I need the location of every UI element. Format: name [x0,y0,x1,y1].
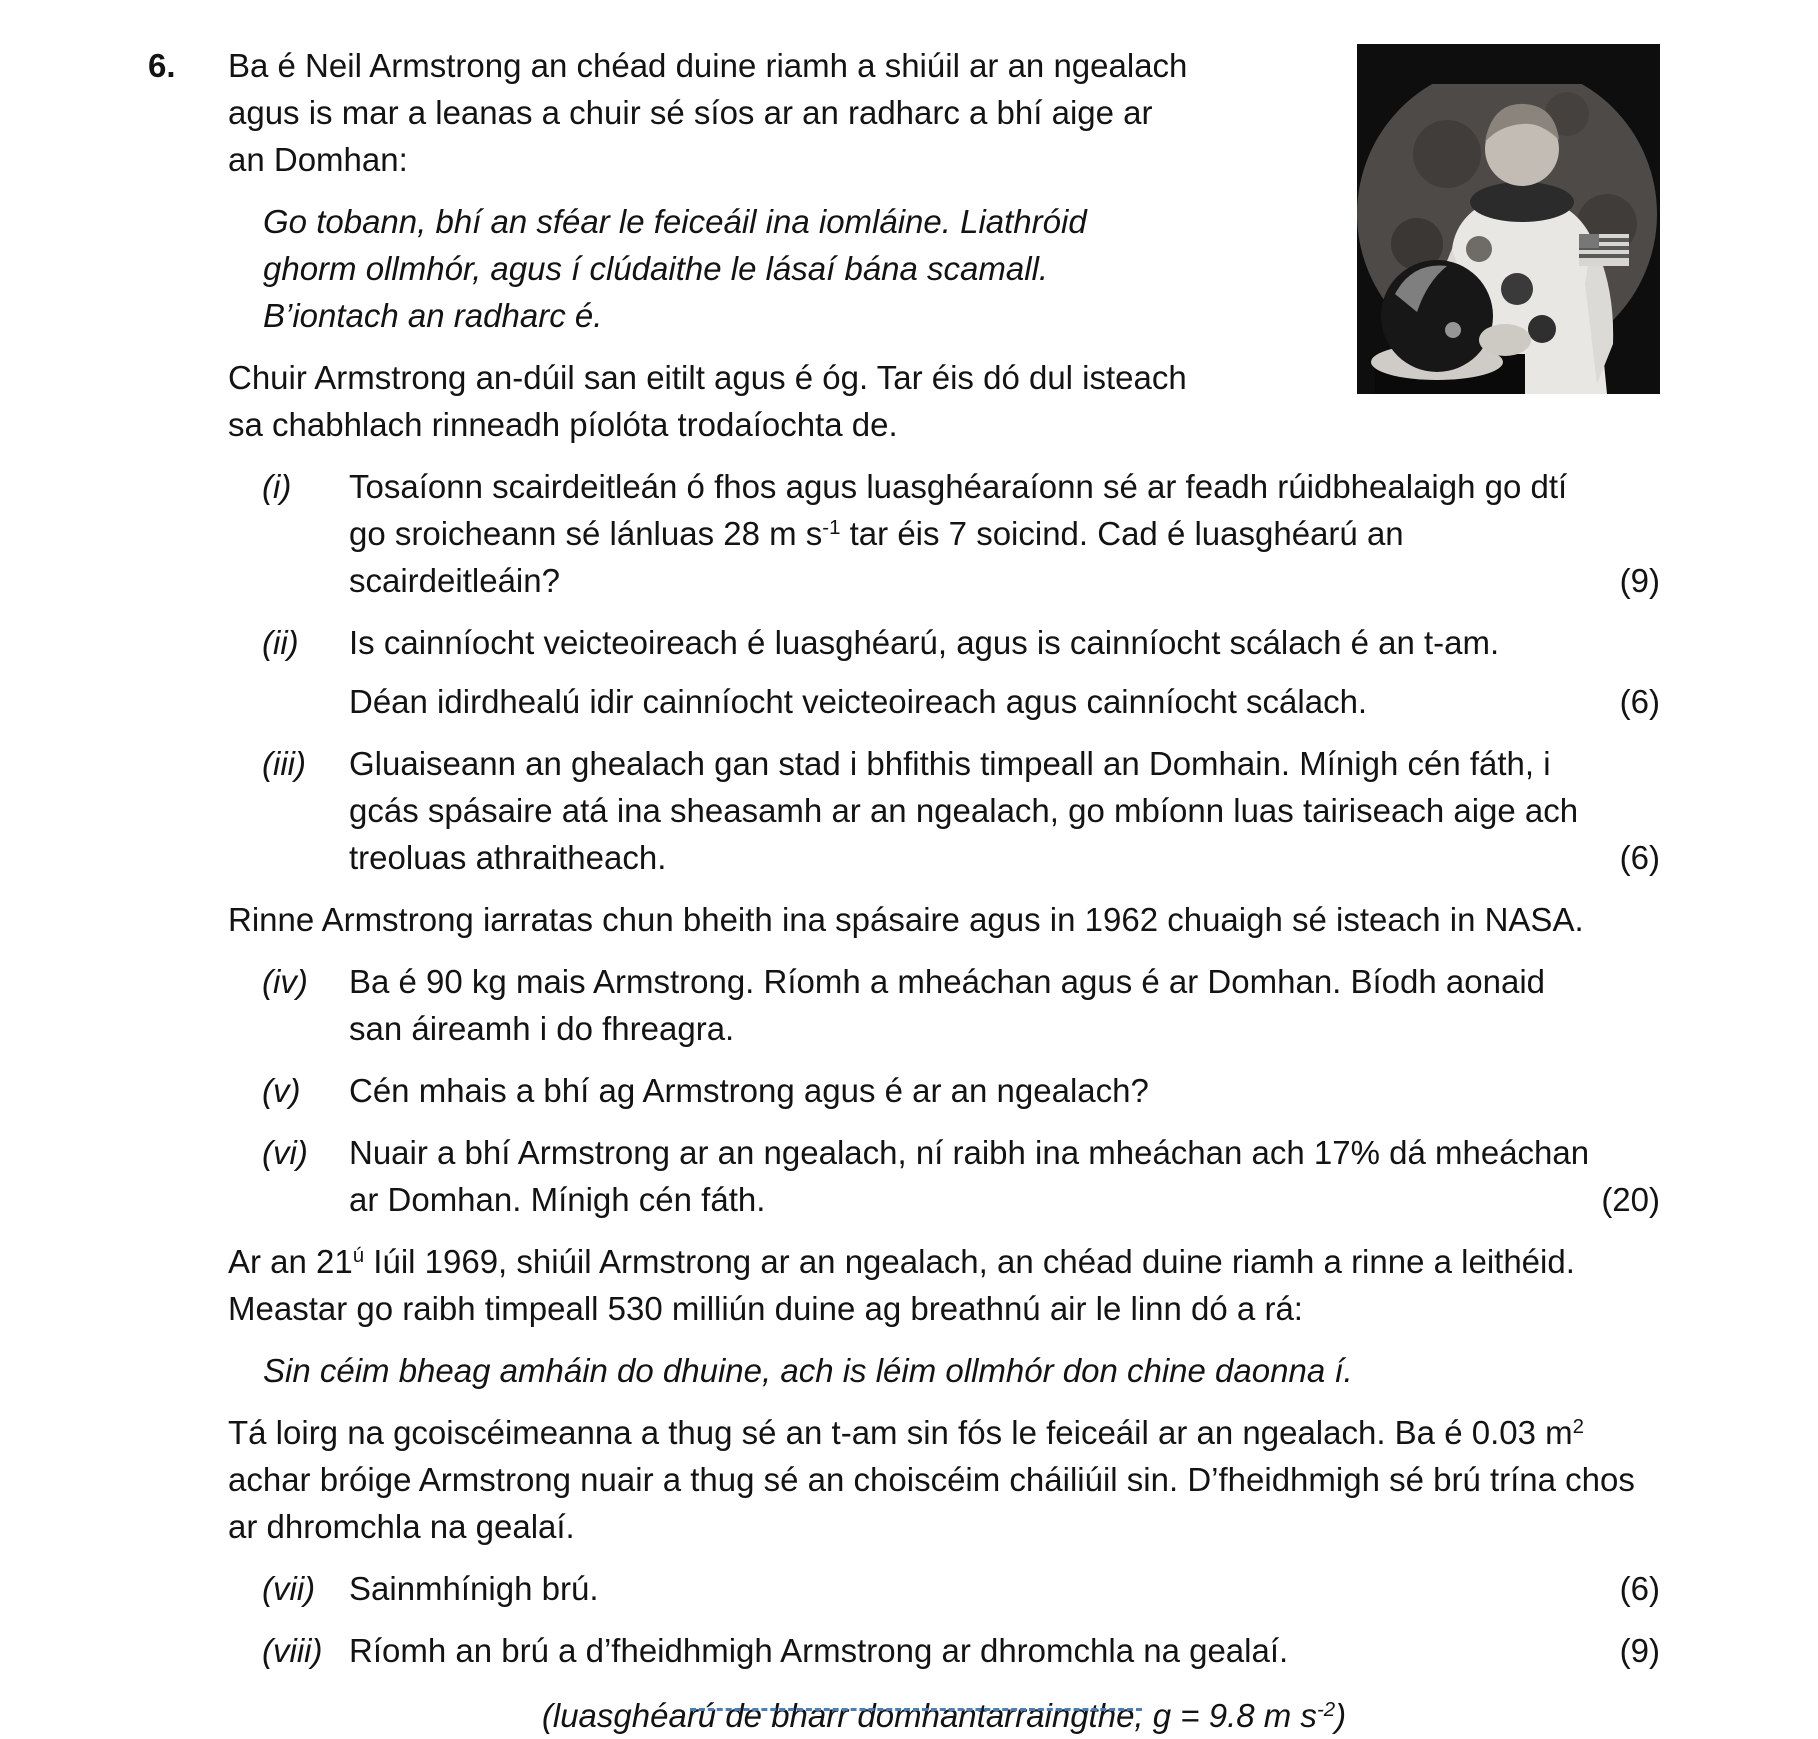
item-text-ii [349,619,1590,725]
intro-paragraph: Ba é Neil Armstrong an chéad duine riamh a shiúil ar an ngealach agus is mar a leanas a chuir sé síos ar an radharc a bhí aige ar an Domhan: [228,47,1188,178]
navy-paragraph: Chuir Armstrong an-dúil san eitilt agus é óg. Tar éis dó dul isteach sa chabhlach rinneadh píolóta trodaíochta de. [228,359,1187,443]
item-label-i: (i) [262,468,292,505]
item-ii-line1: Is cainníocht veicteoireach é luasghéarú, agus is cainníocht scálach é an t-am. [349,624,1500,661]
marks-i: (9) [1619,562,1660,599]
question-content [228,42,1660,1739]
item-text-v [349,1067,1590,1114]
nasa-paragraph: Rinne Armstrong iarratas chun bheith ina spásaire agus in 1962 chuaigh sé isteach in NASA. [228,901,1584,938]
item-text-iii [349,740,1590,881]
armstrong-quote-2: Sin céim bheag amháin do dhuine, ach is léim ollmhór don chine daonna í. [263,1352,1353,1389]
item-iii-text: Gluaiseann an ghealach gan stad i bhfithis timpeall an Domhain. Mínigh cén fáth, i gcás spásaire atá ina sheasamh ar an ngealach, go mbíonn luas tairiseach aige ach treoluas athraitheach. [349,745,1579,876]
footnote-part2: ) [1335,1697,1347,1734]
item-text-iv [349,958,1590,1052]
question-item-viii [262,1627,1660,1674]
footnote-part1: (luasghéarú de bharr domhantarraingthe, g = 9.8 m s [541,1697,1317,1734]
item-ii-line2: Déan idirdhealú idir cainníocht veicteoireach agus cainníocht scálach. [349,683,1368,720]
question-item-vi [262,1129,1660,1223]
marks-ii: (6) [1619,683,1660,720]
item-viii-text: Ríomh an brú a d’fheidhmigh Armstrong ar dhromchla na gealaí. [349,1632,1289,1669]
question-item-v [262,1067,1660,1114]
item-label-viii: (viii) [262,1632,323,1669]
item-text-viii [349,1627,1590,1674]
item-label-v: (v) [262,1072,301,1109]
question-item-vii [262,1565,1660,1612]
item-text-i [349,463,1590,604]
footprint-part1: Tá loirg na gcoiscéimeanna a thug sé an t-am sin fós le feiceáil ar an ngealach. Ba é 0.03 m [228,1414,1573,1451]
item-label-vi: (vi) [262,1134,308,1171]
armstrong-photo-illustration [1357,44,1660,394]
item-i-text-part2: tar éis 7 soicind. Cad é luasghéarú an scairdeitleáin? [349,515,1404,599]
item-vi-text: Nuair a bhí Armstrong ar an ngealach, ní raibh ina mheáchan ach 17% dá mheáchan ar Domhan. Mínigh cén fáth. [349,1134,1590,1218]
marks-vi: (20) [1601,1181,1660,1218]
superscript-u: ú [352,1243,365,1267]
footprint-part2: achar bróige Armstrong nuair a thug sé an choiscéim cháiliúil sin. D’fheidhmigh sé brú trína chos ar dhromchla na gealaí. [228,1461,1635,1545]
item-label-vii: (vii) [262,1570,316,1607]
exam-question-page [148,42,1660,1739]
gravity-footnote [228,1692,1660,1739]
item-vii-text: Sainmhínigh brú. [349,1570,599,1607]
question-item-iv [262,958,1660,1052]
item-iv-text: Ba é 90 kg mais Armstrong. Ríomh a mheáchan agus é ar Domhan. Bíodh aonaid san áireamh i do fhreagra. [349,963,1546,1047]
question-item-i [262,463,1660,604]
item-label-iv: (iv) [262,963,308,1000]
question-item-ii [262,619,1660,725]
item-i-text-part1: Tosaíonn scairdeitleán ó fhos agus luasghéaraíonn sé ar feadh rúidbhealaigh go dtí go sroicheann sé lánluas 28 m s [349,468,1568,552]
item-v-text: Cén mhais a bhí ag Armstrong agus é ar an ngealach? [349,1072,1149,1109]
superscript-minus-1: -1 [822,515,841,539]
question-item-iii [262,740,1660,881]
marks-viii: (9) [1619,1632,1660,1669]
item-text-vi [349,1129,1590,1223]
armstrong-photo [1357,44,1660,394]
item-text-vii [349,1565,1590,1612]
blue-dashed-divider [690,1708,1142,1711]
item-label-ii: (ii) [262,624,299,661]
moonwalk-part2: Iúil 1969, shiúil Armstrong ar an ngealach, an chéad duine riamh a rinne a leithéid. Meastar go raibh timpeall 530 milliún duine ag breathnú air le linn dó a rá: [228,1243,1575,1327]
marks-vii: (6) [1619,1570,1660,1607]
moonwalk-paragraph [228,1238,1660,1332]
moonwalk-part1: Ar an 21 [228,1243,353,1280]
question-number: 6. [148,47,176,84]
superscript-minus-2: -2 [1316,1697,1336,1721]
superscript-2: 2 [1572,1414,1584,1438]
marks-iii: (6) [1619,839,1660,876]
footprint-paragraph [228,1409,1660,1550]
item-label-iii: (iii) [262,745,306,782]
armstrong-quote-1: Go tobann, bhí an sféar le feiceáil ina iomláine. Liathróid ghorm ollmhór, agus í clúdaithe le lásaí bána scamall. B’iontach an radharc é. [263,203,1087,334]
